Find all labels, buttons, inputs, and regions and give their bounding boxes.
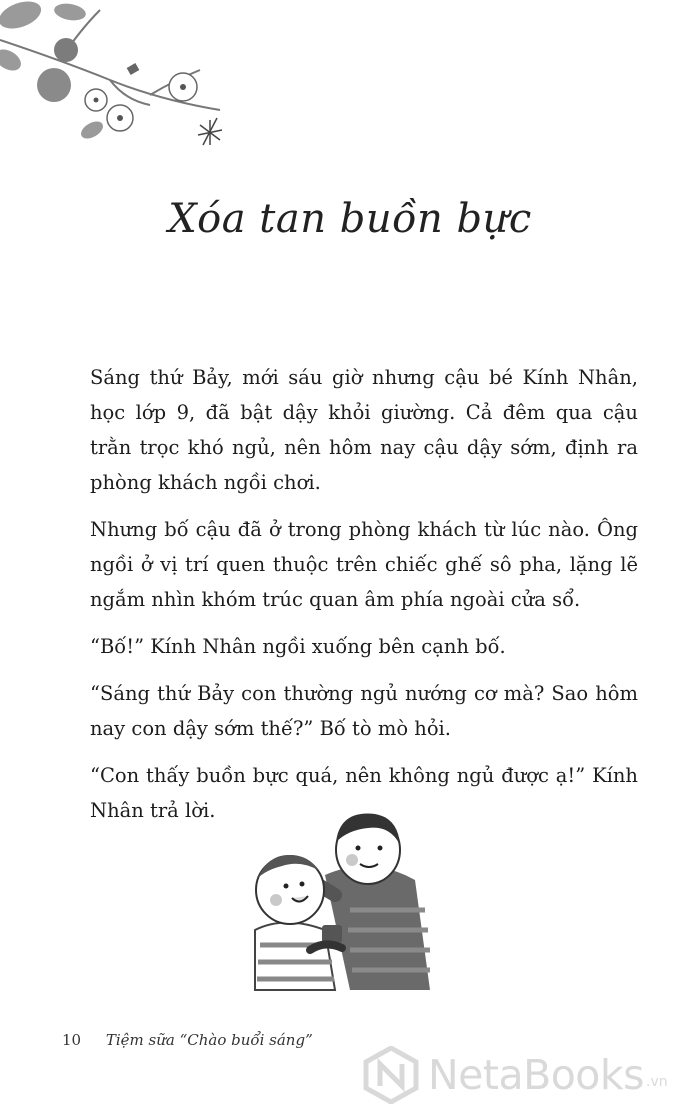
running-book-title: Tiệm sữa “Chào buổi sáng” (105, 1031, 313, 1049)
watermark-brand: NetaBooks (428, 1051, 644, 1099)
watermark-tld: .vn (646, 1074, 668, 1090)
paragraph: “Sáng thứ Bảy con thường ngủ nướng cơ mà? Sao hôm nay con dậy sớm thế?” Bố tò mò hỏi. (90, 682, 638, 740)
page-footer (62, 1031, 313, 1049)
paragraph: Sáng thứ Bảy, mới sáu giờ nhưng cậu bé Kính Nhân, học lớp 9, đã bật dậy khỏi giường. Cả đêm qua cậu trằn trọc khó ngủ, nên hôm nay cậu dậy sớm, định ra phòng khách ngồi chơi. (90, 366, 638, 494)
watermark (362, 1043, 692, 1107)
paragraph: “Con thấy buồn bực quá, nên không ngủ được ạ!” Kính Nhân trả lời. (90, 764, 638, 822)
father-son-illustration (230, 800, 470, 995)
page-number: 10 (62, 1031, 82, 1049)
netabooks-logo-icon (362, 1046, 420, 1104)
chapter-title: Xóa tan buồn bực (168, 196, 532, 242)
paragraph: Nhưng bố cậu đã ở trong phòng khách từ lúc nào. Ông ngồi ở vị trí quen thuộc trên chiếc ghế sô pha, lặng lẽ ngắm nhìn khóm trúc quan âm phía ngoài cửa sổ. (90, 518, 638, 611)
paragraph: “Bố!” Kính Nhân ngồi xuống bên cạnh bố. (90, 635, 506, 658)
flower-branch-illustration (0, 0, 250, 160)
body-text (90, 360, 638, 840)
